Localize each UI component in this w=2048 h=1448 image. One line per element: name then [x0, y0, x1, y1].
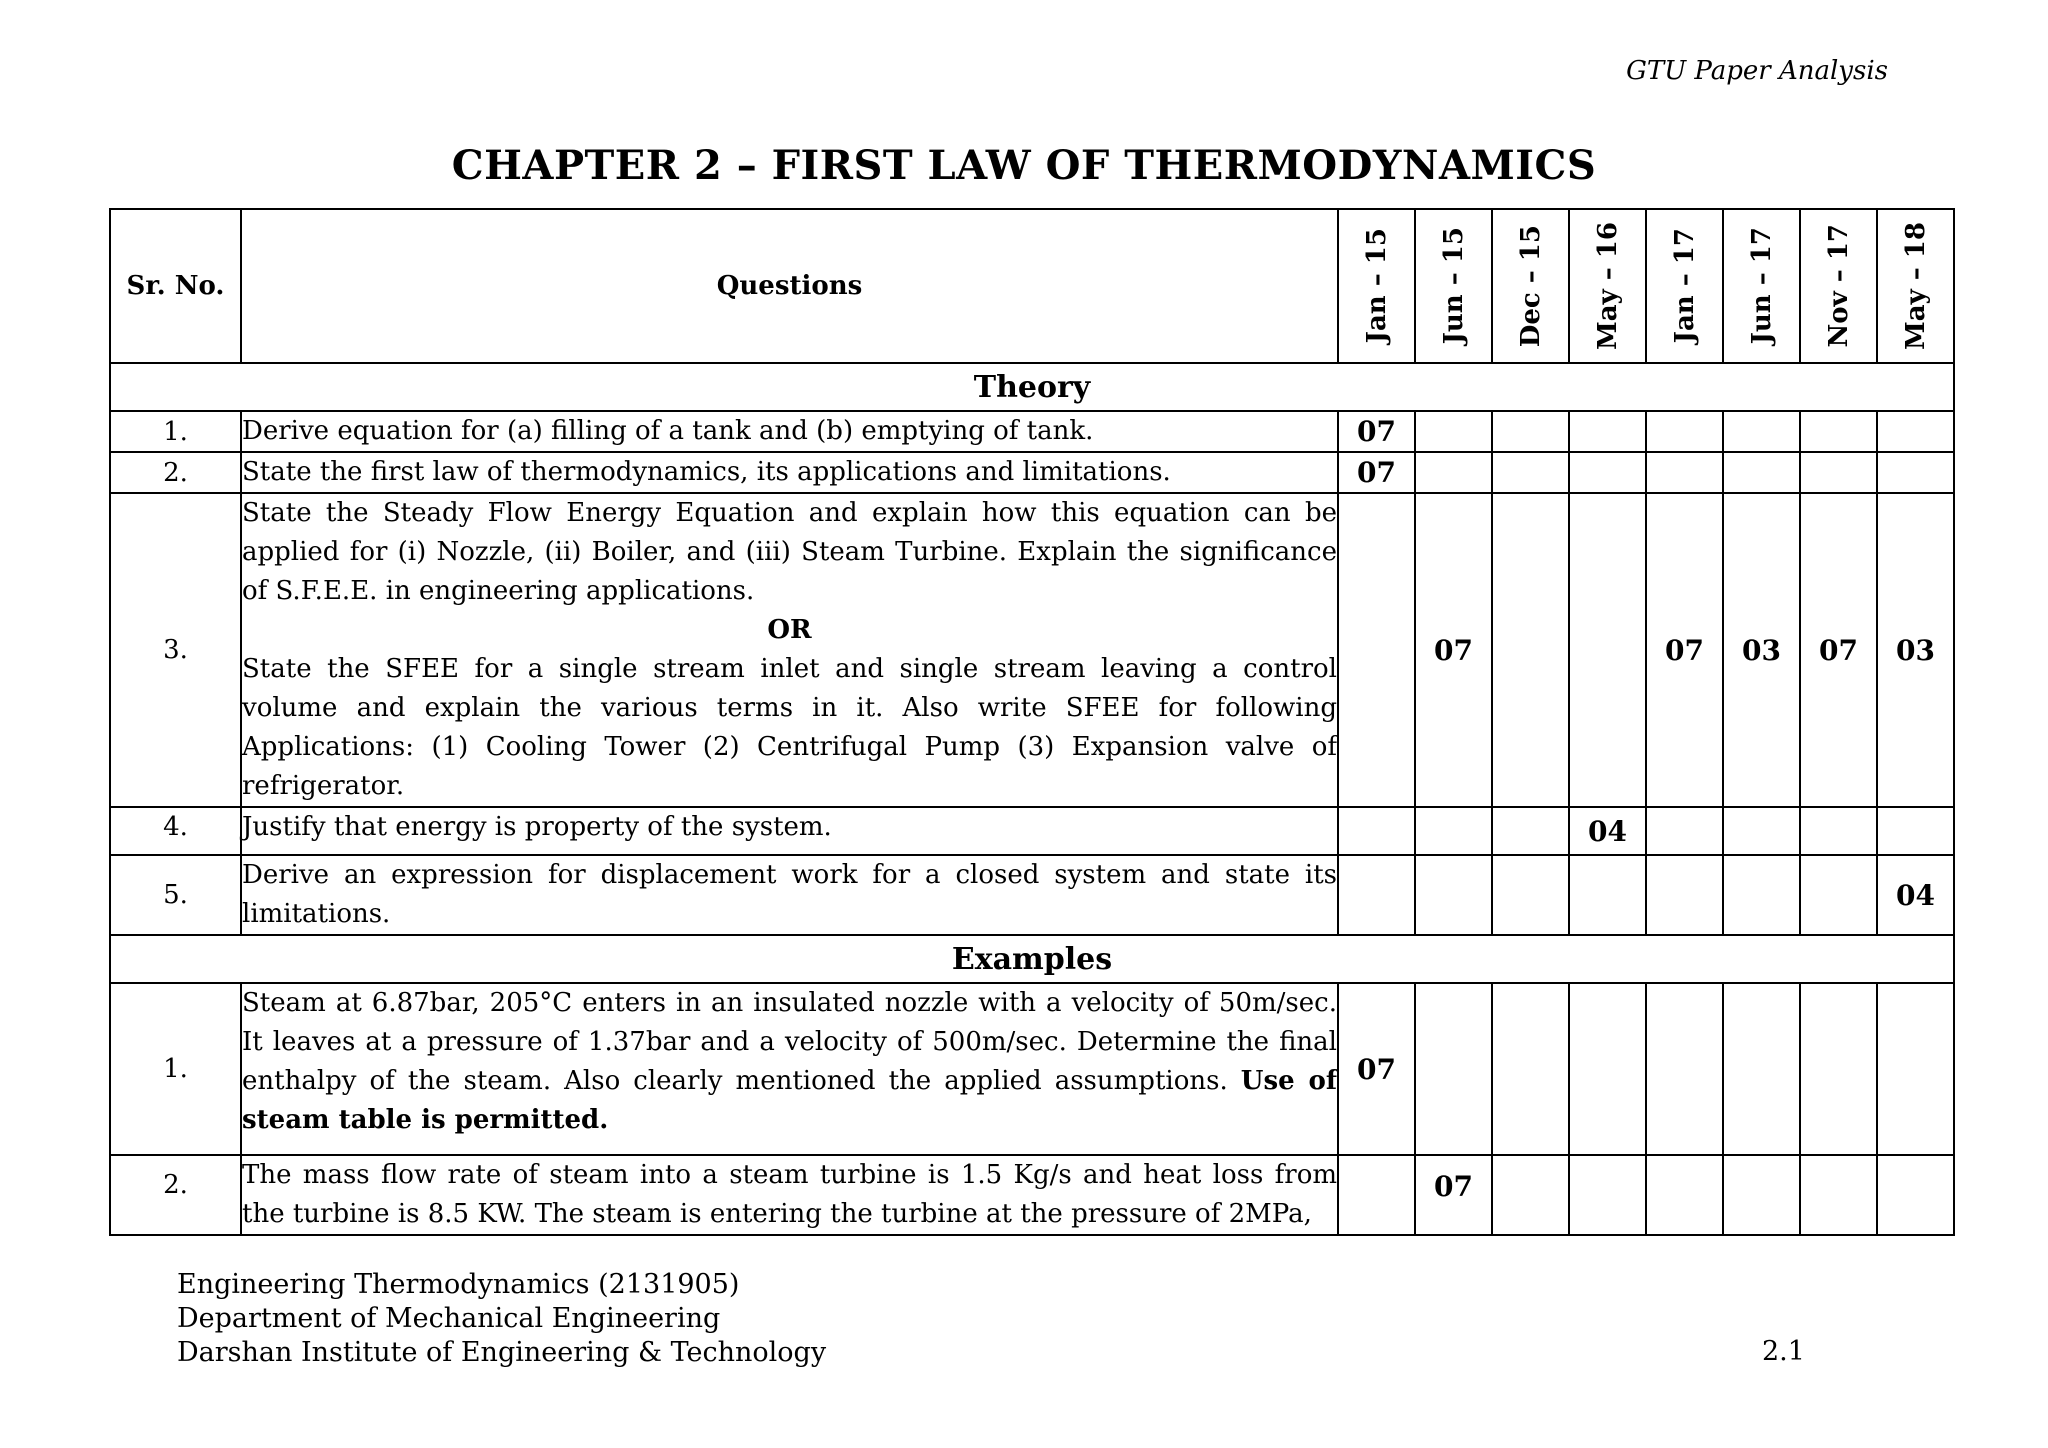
table-row: [110, 452, 1954, 493]
sr-number: 4.: [110, 807, 241, 855]
marks-cell: [1800, 855, 1877, 935]
sr-number: 3.: [110, 493, 241, 807]
marks-cell: [1723, 452, 1800, 493]
marks-cell: [1569, 983, 1646, 1155]
year-header: [1723, 209, 1800, 363]
question-text: The mass flow rate of steam into a steam turbine is 1.5 Kg/s and heat loss from the turbine is 8.5 KW. The steam is entering the turbine at the pressure of 2MPa,: [241, 1155, 1338, 1235]
sr-number: 5.: [110, 855, 241, 935]
marks-cell: [1569, 411, 1646, 452]
table-row: [110, 807, 1954, 855]
marks-cell: [1492, 855, 1569, 935]
marks-cell: [1877, 1155, 1954, 1235]
marks-cell: [1569, 1155, 1646, 1235]
question-part-b: State the SFEE for a single stream inlet and single stream leaving a control volume and explain the various terms in it. Also write SFEE for following Applications: (1) Cooling Tower (2) Centrifugal Pump (3) Expansion valve of refrigerator.: [242, 654, 1337, 801]
marks-cell: [1646, 452, 1723, 493]
marks-cell: [1338, 855, 1415, 935]
marks-cell: [1415, 411, 1492, 452]
footer-department: Department of Mechanical Engineering: [177, 1303, 721, 1334]
table-header-row: [110, 209, 1954, 363]
footer-course: Engineering Thermodynamics (2131905): [177, 1269, 740, 1300]
page-number: 2.1: [1762, 1336, 1805, 1367]
table-row: [110, 493, 1954, 807]
running-header: GTU Paper Analysis: [1626, 56, 1888, 86]
section-title-theory: Theory: [110, 363, 1954, 411]
marks-cell: [1492, 411, 1569, 452]
marks-cell: [1569, 493, 1646, 807]
marks-cell: [1723, 807, 1800, 855]
question-part-a: State the Steady Flow Energy Equation and explain how this equation can be applied for (i) Nozzle, (ii) Boiler, and (iii) Steam Turbine. Explain the significance of S.F.E.E. in engineering applications.: [242, 498, 1337, 606]
year-label: May – 16: [1592, 221, 1623, 351]
year-header: [1415, 209, 1492, 363]
marks-cell: [1723, 983, 1800, 1155]
sr-number: 1.: [110, 411, 241, 452]
year-header: [1569, 209, 1646, 363]
year-header: [1338, 209, 1415, 363]
sr-number: 2.: [110, 1155, 241, 1235]
marks-cell: [1338, 493, 1415, 807]
year-header: [1646, 209, 1723, 363]
marks-cell: 07: [1415, 1155, 1492, 1235]
marks-cell: [1723, 1155, 1800, 1235]
marks-cell: [1492, 983, 1569, 1155]
page-footer: [177, 1268, 826, 1370]
marks-cell: 07: [1338, 411, 1415, 452]
year-label: Jun – 17: [1746, 227, 1777, 345]
marks-cell: [1800, 1155, 1877, 1235]
question-body: Steam at 6.87bar, 205°C enters in an insulated nozzle with a velocity of 50m/sec. It leaves at a pressure of 1.37bar and a velocity of 500m/sec. Determine the final enthalpy of the steam. Also clearly mentioned the applied assumptions.: [242, 988, 1337, 1096]
marks-cell: [1723, 411, 1800, 452]
marks-cell: [1415, 807, 1492, 855]
marks-cell: 03: [1723, 493, 1800, 807]
sr-number: 1.: [110, 983, 241, 1155]
questions-header: Questions: [241, 209, 1338, 363]
marks-cell: [1877, 983, 1954, 1155]
year-header: [1800, 209, 1877, 363]
or-separator: OR: [767, 615, 812, 645]
marks-cell: [1492, 807, 1569, 855]
marks-cell: 04: [1569, 807, 1646, 855]
table-row: [110, 1155, 1954, 1235]
question-text: State the first law of thermodynamics, its applications and limitations.: [241, 452, 1338, 493]
question-text: Derive an expression for displacement work for a closed system and state its limitations.: [241, 855, 1338, 935]
sr-no-header: Sr. No.: [110, 209, 241, 363]
marks-cell: [1800, 983, 1877, 1155]
marks-cell: [1877, 807, 1954, 855]
marks-cell: 07: [1338, 452, 1415, 493]
marks-cell: 07: [1800, 493, 1877, 807]
marks-cell: [1415, 983, 1492, 1155]
marks-cell: [1800, 452, 1877, 493]
marks-cell: [1492, 452, 1569, 493]
marks-cell: 07: [1338, 983, 1415, 1155]
marks-cell: [1646, 855, 1723, 935]
section-row-examples: [110, 935, 1954, 983]
question-table: [109, 208, 1955, 1236]
marks-cell: [1492, 493, 1569, 807]
table-row: [110, 411, 1954, 452]
marks-cell: [1646, 983, 1723, 1155]
marks-cell: [1492, 1155, 1569, 1235]
marks-cell: [1800, 411, 1877, 452]
marks-cell: 07: [1415, 493, 1492, 807]
marks-cell: 07: [1646, 493, 1723, 807]
marks-cell: [1338, 1155, 1415, 1235]
question-text: [241, 493, 1338, 807]
marks-cell: [1569, 855, 1646, 935]
year-header: [1877, 209, 1954, 363]
marks-cell: 04: [1877, 855, 1954, 935]
marks-cell: [1877, 411, 1954, 452]
marks-cell: [1415, 855, 1492, 935]
year-label: May – 18: [1900, 221, 1931, 351]
year-label: Jun – 15: [1438, 227, 1469, 345]
chapter-title: CHAPTER 2 – FIRST LAW OF THERMODYNAMICS: [451, 142, 1597, 189]
question-note-bold: Use of steam table is permitted.: [242, 1066, 1338, 1135]
marks-cell: [1723, 855, 1800, 935]
sr-number: 2.: [110, 452, 241, 493]
year-header: [1492, 209, 1569, 363]
section-row-theory: [110, 363, 1954, 411]
marks-cell: [1646, 1155, 1723, 1235]
table-row: [110, 983, 1954, 1155]
section-title-examples: Examples: [110, 935, 1954, 983]
marks-cell: [1877, 452, 1954, 493]
marks-cell: [1646, 411, 1723, 452]
marks-cell: [1569, 452, 1646, 493]
question-text: Justify that energy is property of the system.: [241, 807, 1338, 855]
year-label: Nov – 17: [1823, 224, 1854, 348]
question-text: Derive equation for (a) filling of a tank and (b) emptying of tank.: [241, 411, 1338, 452]
marks-cell: 03: [1877, 493, 1954, 807]
marks-cell: [1800, 807, 1877, 855]
year-label: Dec – 15: [1515, 224, 1546, 348]
footer-institute: Darshan Institute of Engineering & Technology: [177, 1337, 827, 1368]
marks-cell: [1415, 452, 1492, 493]
marks-cell: [1646, 807, 1723, 855]
table-row: [110, 855, 1954, 935]
question-text: [241, 983, 1338, 1155]
year-label: Jan – 17: [1669, 228, 1700, 344]
year-label: Jan – 15: [1361, 228, 1392, 344]
marks-cell: [1338, 807, 1415, 855]
